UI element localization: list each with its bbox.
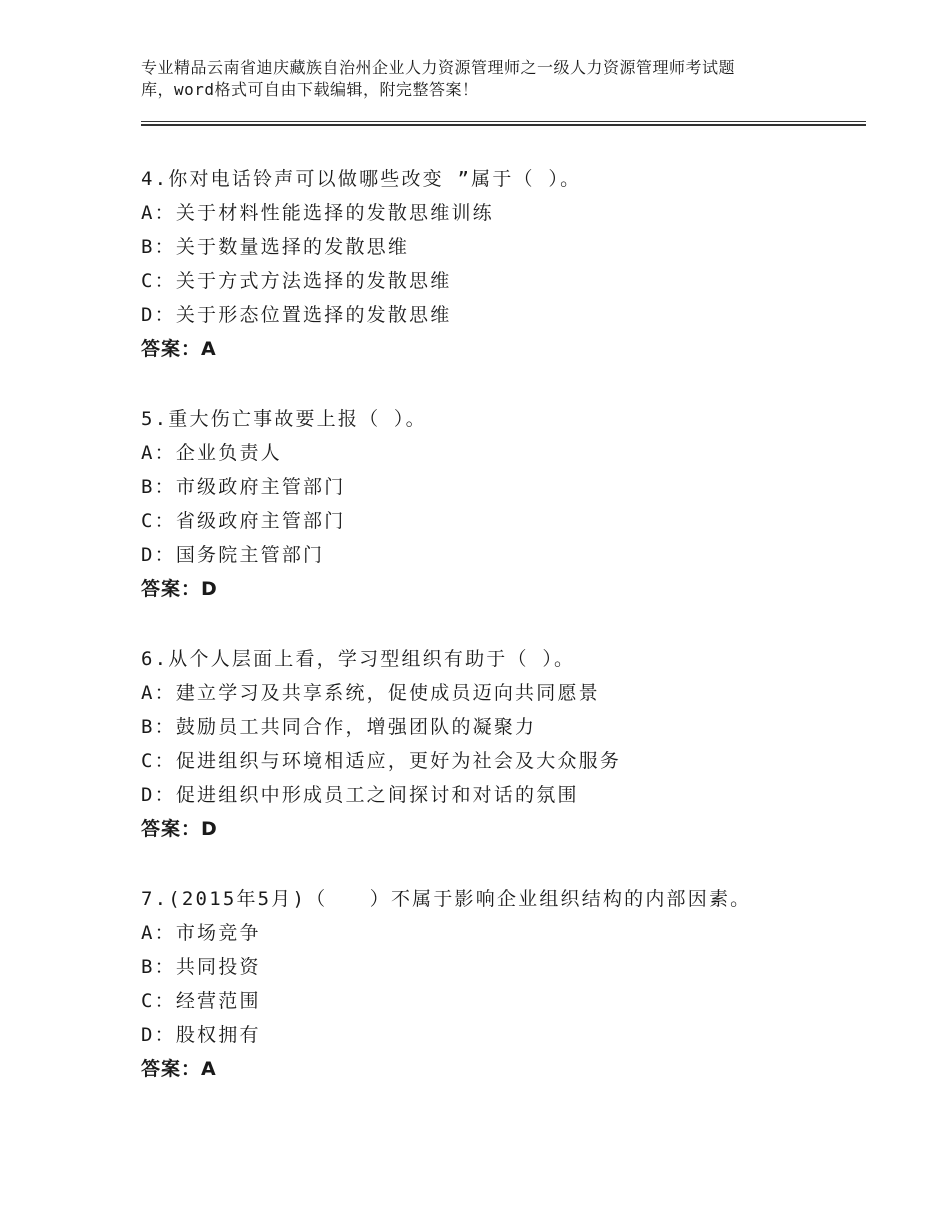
option-c: C：促进组织与环境相适应，更好为社会及大众服务 xyxy=(141,750,622,772)
question-stem: 5.重大伤亡事故要上报（ ）。 xyxy=(141,408,427,430)
document-header xyxy=(141,57,841,101)
option-b: B：鼓励员工共同合作，增强团队的凝聚力 xyxy=(141,716,537,738)
question-stem: 7.(2015年5月)（ ）不属于影响企业组织结构的内部因素。 xyxy=(141,888,752,910)
answer-line: 答案：A xyxy=(141,338,217,360)
question-7 xyxy=(141,882,861,1086)
question-5 xyxy=(141,402,861,606)
option-b: B：共同投资 xyxy=(141,956,261,978)
header-title-line-2: 库，word格式可自由下载编辑，附完整答案！ xyxy=(141,80,479,99)
option-d: D：促进组织中形成员工之间探讨和对话的氛围 xyxy=(141,784,579,806)
option-d: D：国务院主管部门 xyxy=(141,544,325,566)
option-c: C：省级政府主管部门 xyxy=(141,510,346,532)
question-stem: 4.你对电话铃声可以做哪些改变 ”属于（ ）。 xyxy=(141,168,582,190)
option-b: B：市级政府主管部门 xyxy=(141,476,346,498)
option-a: A：关于材料性能选择的发散思维训练 xyxy=(141,202,494,224)
option-b: B：关于数量选择的发散思维 xyxy=(141,236,410,258)
option-d: D：股权拥有 xyxy=(141,1024,261,1046)
option-c: C：关于方式方法选择的发散思维 xyxy=(141,270,452,292)
option-a: A：建立学习及共享系统，促使成员迈向共同愿景 xyxy=(141,682,600,704)
question-4 xyxy=(141,162,861,366)
question-6 xyxy=(141,642,861,846)
answer-line: 答案：D xyxy=(141,578,218,600)
option-d: D：关于形态位置选择的发散思维 xyxy=(141,304,452,326)
option-a: A：企业负责人 xyxy=(141,442,282,464)
header-divider-thick xyxy=(141,124,866,126)
answer-line: 答案：D xyxy=(141,818,218,840)
option-c: C：经营范围 xyxy=(141,990,261,1012)
option-a: A：市场竞争 xyxy=(141,922,261,944)
header-title-line-1: 专业精品云南省迪庆藏族自治州企业人力资源管理师之一级人力资源管理师考试题 xyxy=(141,58,736,77)
header-divider-thin xyxy=(141,121,866,122)
question-list xyxy=(141,162,861,1122)
question-stem: 6.从个人层面上看，学习型组织有助于（ ）。 xyxy=(141,648,576,670)
answer-line: 答案：A xyxy=(141,1058,217,1080)
